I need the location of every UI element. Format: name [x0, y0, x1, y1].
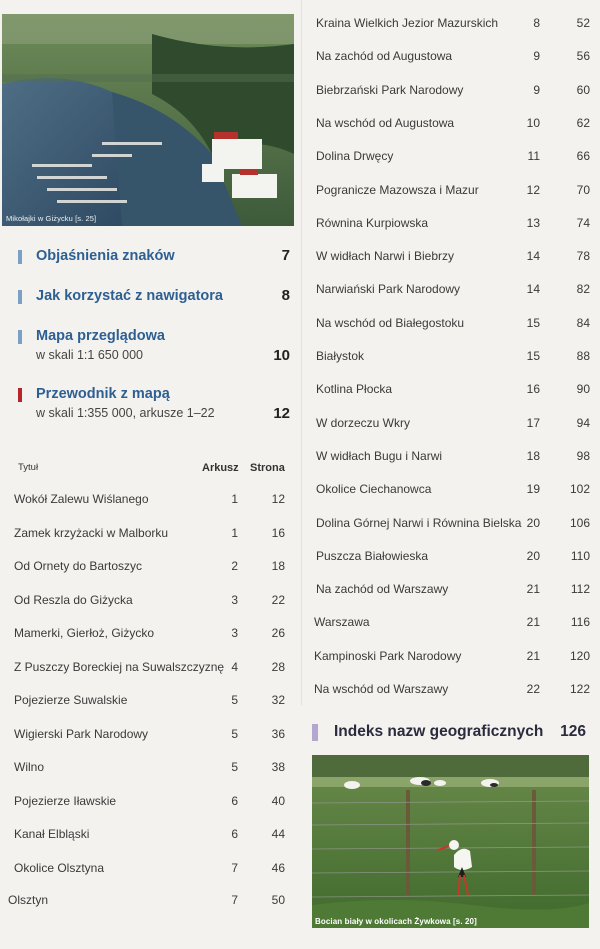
stork-photo [312, 755, 589, 928]
table-row[interactable] [300, 16, 600, 34]
row-page: 40 [271, 793, 285, 808]
row-sheet: 10 [526, 115, 540, 130]
section-title: Objaśnienia znaków [36, 248, 175, 264]
row-title: Białystok [316, 349, 365, 363]
table-row[interactable] [0, 660, 300, 678]
row-title: Okolice Ciechanowca [316, 482, 432, 497]
row-sheet: 15 [526, 349, 540, 363]
table-header [18, 462, 286, 476]
row-page: 50 [271, 893, 285, 907]
table-row[interactable] [0, 760, 300, 778]
table-row[interactable] [0, 693, 300, 711]
row-page: 102 [569, 482, 590, 497]
row-page: 110 [570, 548, 590, 563]
table-row[interactable] [300, 116, 600, 134]
table-row[interactable] [300, 282, 600, 300]
row-page: 22 [271, 592, 285, 607]
row-title: Warszawa [314, 615, 370, 630]
row-sheet: 21 [526, 615, 540, 630]
row-title: Wilno [14, 760, 45, 774]
section-page-number: 10 [273, 347, 290, 364]
row-page: 12 [271, 492, 285, 506]
table-row[interactable] [300, 216, 600, 234]
row-title: Puszcza Białowieska [316, 548, 429, 563]
row-sheet: 13 [526, 215, 540, 230]
section-page-number: 12 [273, 405, 290, 422]
row-title: Pojezierze Suwalskie [14, 693, 128, 707]
table-row[interactable] [0, 893, 300, 911]
row-page: 46 [271, 860, 285, 875]
row-sheet: 1 [231, 492, 238, 506]
row-title: Od Ornety do Bartoszyc [14, 559, 143, 573]
row-title: Olsztyn [8, 893, 49, 907]
row-sheet: 8 [533, 16, 540, 30]
row-sheet: 18 [526, 448, 540, 463]
table-row[interactable] [0, 492, 300, 510]
row-title: Na wschód od Augustowa [316, 115, 455, 130]
table-row[interactable] [300, 149, 600, 167]
section-accent-bar [18, 290, 22, 304]
section-subtitle: w skali 1:1 650 000 [36, 348, 144, 362]
section-accent-bar [312, 724, 318, 741]
row-sheet: 20 [526, 548, 540, 563]
row-sheet: 2 [231, 559, 238, 573]
row-sheet: 7 [231, 860, 238, 875]
table-row[interactable] [300, 416, 600, 434]
row-title: Równina Kurpiowska [316, 215, 429, 230]
harbor-photo-image [2, 14, 294, 226]
row-title: Biebrzański Park Narodowy [316, 82, 464, 97]
table-row[interactable] [0, 794, 300, 812]
table-row[interactable] [300, 83, 600, 101]
row-title: Z Puszczy Boreckiej na Suwalszczyznę [14, 659, 225, 674]
row-page: 66 [576, 149, 590, 164]
row-sheet: 12 [526, 182, 540, 197]
row-title: Od Reszla do Giżycka [14, 592, 133, 607]
row-sheet: 7 [231, 893, 238, 907]
row-page: 112 [570, 582, 590, 597]
row-sheet: 16 [526, 382, 540, 397]
section-accent-bar [18, 250, 22, 264]
table-row[interactable] [300, 349, 600, 367]
table-row[interactable] [0, 626, 300, 644]
row-sheet: 5 [231, 693, 238, 707]
table-row[interactable] [300, 49, 600, 67]
table-row[interactable] [0, 559, 300, 577]
table-row[interactable] [300, 516, 600, 534]
row-title: Kotlina Płocka [316, 382, 393, 397]
row-title: Kampinoski Park Narodowy [314, 648, 462, 663]
table-row[interactable] [300, 316, 600, 334]
section-subtitle: w skali 1:355 000, arkusze 1–22 [36, 406, 215, 420]
row-title: Wigierski Park Narodowy [14, 726, 149, 741]
row-page: 44 [271, 827, 285, 841]
table-row[interactable] [300, 615, 600, 633]
table-row[interactable] [0, 593, 300, 611]
row-title: Kanał Elbląski [14, 827, 90, 841]
section-accent-bar [18, 388, 22, 402]
table-row[interactable] [0, 526, 300, 544]
row-sheet: 1 [231, 525, 238, 540]
row-title: Pogranicze Mazowsza i Mazur [316, 182, 479, 197]
row-page: 90 [576, 382, 590, 397]
row-sheet: 3 [231, 592, 238, 607]
header-title: Tytuł [18, 462, 39, 473]
row-sheet: 17 [526, 415, 540, 430]
row-page: 16 [271, 525, 285, 540]
row-page: 122 [569, 682, 590, 696]
table-row[interactable] [0, 861, 300, 879]
row-sheet: 9 [533, 49, 540, 64]
row-page: 60 [576, 82, 590, 97]
row-title: Na wschód od Białegostoku [316, 315, 465, 330]
row-page: 38 [271, 760, 285, 774]
row-page: 82 [576, 282, 590, 297]
table-row[interactable] [300, 449, 600, 467]
row-page: 70 [576, 182, 590, 197]
row-sheet: 15 [526, 315, 540, 330]
table-row[interactable] [0, 827, 300, 845]
table-row[interactable] [300, 249, 600, 267]
table-row[interactable] [300, 649, 600, 667]
row-page: 56 [576, 49, 590, 64]
row-title: W widłach Bugu i Narwi [316, 448, 443, 463]
row-title: Narwiański Park Narodowy [316, 282, 461, 297]
row-page: 106 [569, 515, 590, 530]
row-title: Mamerki, Gierłoż, Giżycko [14, 626, 155, 640]
row-title: Na zachód od Warszawy [316, 582, 449, 597]
row-sheet: 9 [533, 82, 540, 97]
row-title: Zamek krzyżacki w Malborku [14, 525, 169, 540]
row-sheet: 5 [231, 726, 238, 741]
row-sheet: 6 [231, 793, 238, 808]
row-page: 98 [576, 448, 590, 463]
row-sheet: 22 [526, 682, 540, 696]
row-sheet: 6 [231, 827, 238, 841]
section-page-number: 126 [560, 723, 586, 740]
section-page-number: 7 [281, 247, 290, 264]
header-sheet: Arkusz [202, 462, 239, 474]
stork-photo-caption: Bocian biały w okolicach Żywkowa [s. 20] [315, 917, 477, 926]
table-row[interactable] [300, 582, 600, 600]
row-title: W dorzeczu Wkry [316, 415, 411, 430]
row-page: 84 [576, 315, 590, 330]
row-sheet: 21 [526, 582, 540, 597]
section-title: Indeks nazw geograficznych [334, 723, 544, 740]
row-sheet: 11 [527, 149, 540, 164]
section-title: Przewodnik z mapą [36, 386, 170, 402]
row-page: 52 [576, 16, 590, 30]
row-title: Na wschód od Warszawy [314, 682, 449, 696]
row-title: Dolina Drwęcy [316, 149, 394, 164]
row-page: 28 [271, 659, 285, 674]
section-accent-bar [18, 330, 22, 344]
table-row[interactable] [300, 183, 600, 201]
row-page: 120 [569, 648, 590, 663]
row-sheet: 19 [526, 482, 540, 497]
row-page: 26 [271, 626, 285, 640]
row-title: Okolice Olsztyna [14, 860, 105, 875]
row-page: 36 [271, 726, 285, 741]
row-page: 78 [576, 249, 590, 264]
table-row[interactable] [300, 549, 600, 567]
table-row[interactable] [300, 382, 600, 400]
harbor-photo [2, 14, 294, 226]
table-row[interactable] [0, 727, 300, 745]
header-page: Strona [250, 462, 285, 474]
row-page: 94 [576, 415, 590, 430]
stork-photo-image [312, 755, 589, 928]
section-geographic-index[interactable] [312, 722, 590, 744]
row-sheet: 5 [231, 760, 238, 774]
row-page: 116 [570, 615, 590, 630]
row-title: Pojezierze Iławskie [14, 793, 117, 808]
section-title: Jak korzystać z nawigatora [36, 288, 223, 304]
row-title: W widłach Narwi i Biebrzy [316, 249, 455, 264]
row-page: 62 [576, 115, 590, 130]
section-page-number: 8 [281, 287, 290, 304]
row-sheet: 4 [231, 659, 238, 674]
row-page: 74 [576, 215, 590, 230]
row-sheet: 21 [526, 648, 540, 663]
row-page: 88 [576, 349, 590, 363]
row-title: Kraina Wielkich Jezior Mazurskich [316, 16, 499, 30]
row-sheet: 20 [526, 515, 540, 530]
row-sheet: 3 [231, 626, 238, 640]
section-title: Mapa przeglądowa [36, 328, 165, 344]
row-page: 18 [271, 559, 285, 573]
row-title: Dolina Górnej Narwi i Równina Bielska [316, 515, 522, 530]
harbor-photo-caption: Mikołajki w Giżycku [s. 25] [6, 214, 97, 223]
row-title: Wokół Zalewu Wiślanego [14, 492, 149, 506]
row-sheet: 14 [526, 282, 540, 297]
row-sheet: 14 [526, 249, 540, 264]
table-row[interactable] [300, 682, 600, 700]
table-row[interactable] [300, 482, 600, 500]
row-page: 32 [271, 693, 285, 707]
row-title: Na zachód od Augustowa [316, 49, 453, 64]
